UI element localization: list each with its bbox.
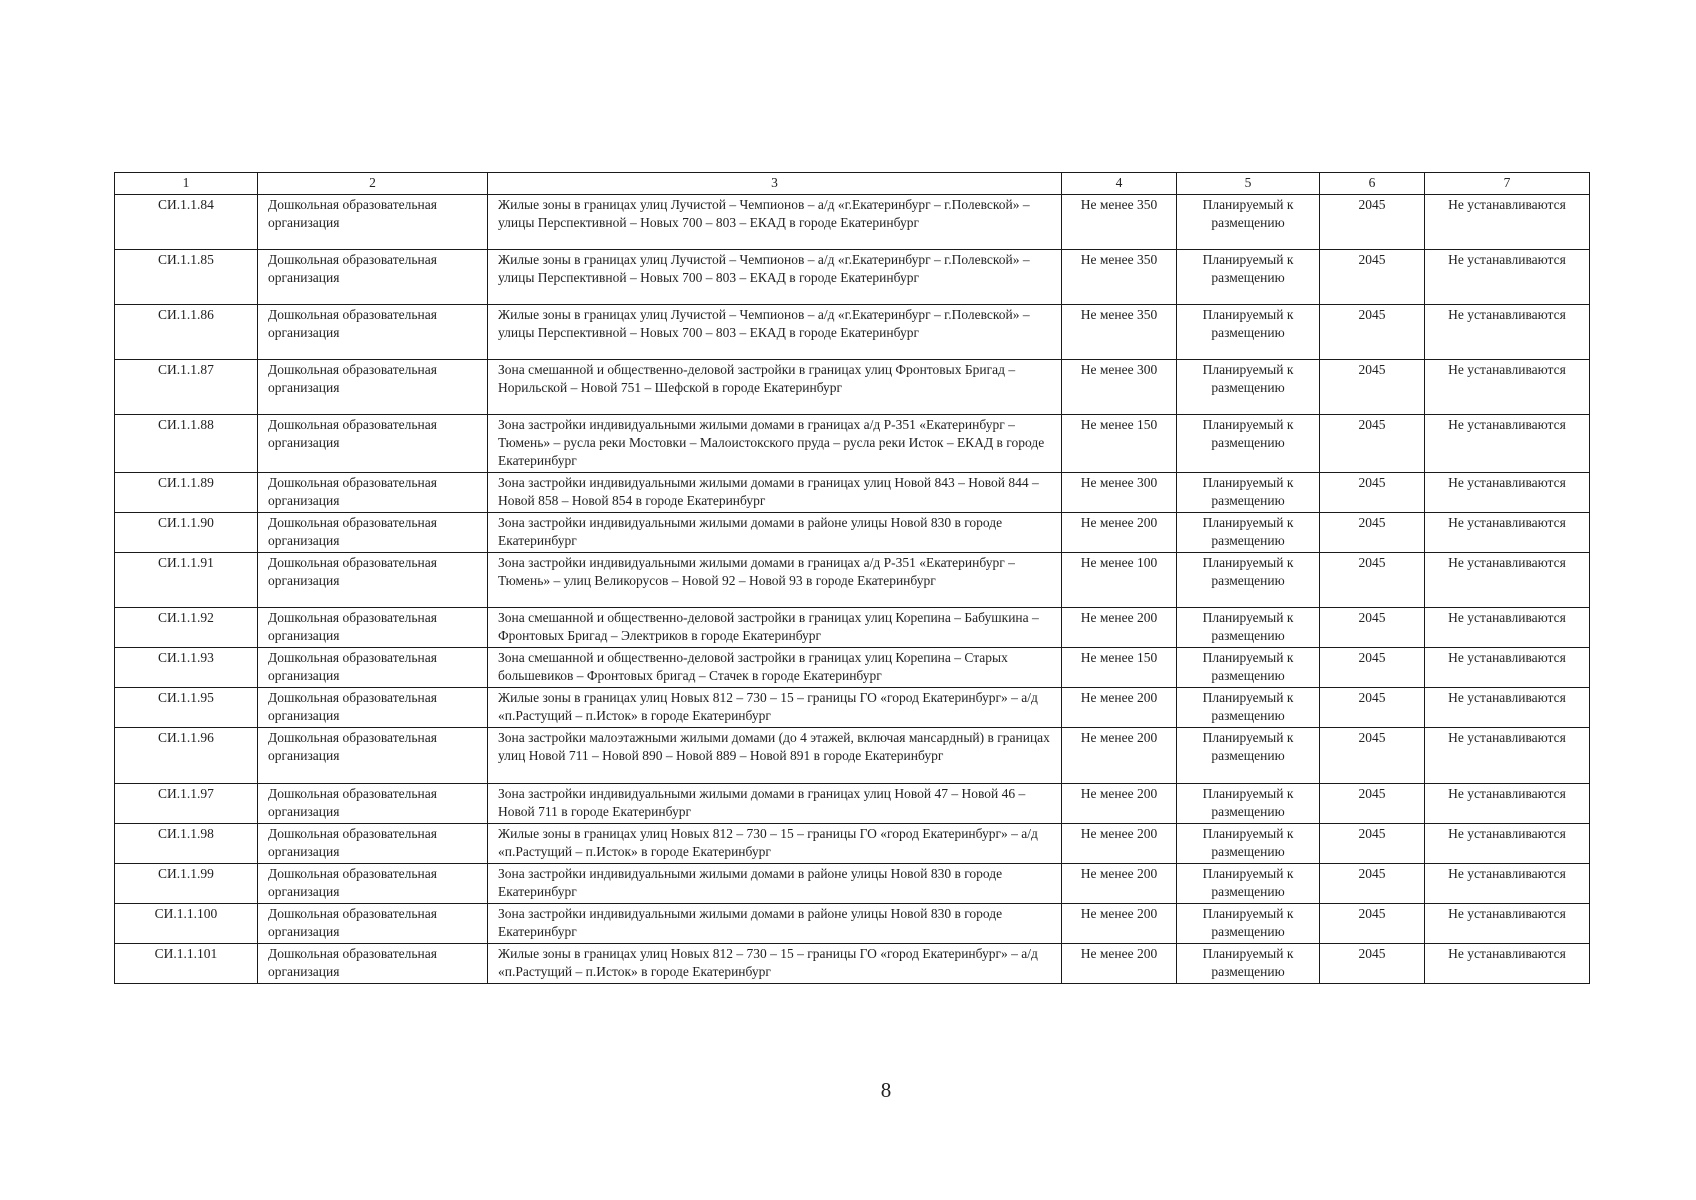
table-row (115, 648, 1590, 688)
object-code-cell: СИ.1.1.86 (115, 305, 258, 360)
zone-limits-cell: Не устанавливаются (1425, 688, 1590, 728)
object-code-cell: СИ.1.1.101 (115, 944, 258, 984)
zone-limits-cell: Не устанавливаются (1425, 864, 1590, 904)
object-type-cell: Дошкольная образовательная организация (258, 608, 488, 648)
table-row (115, 824, 1590, 864)
object-type-cell: Дошкольная образовательная организация (258, 784, 488, 824)
table-row (115, 250, 1590, 305)
column-header: 1 (115, 173, 258, 195)
location-cell: Жилые зоны в границах улиц Новых 812 – 730 – 15 – границы ГО «город Екатеринбург» – а/д «п.Растущий – п.Исток» в городе Екатеринбург (488, 824, 1062, 864)
table-row (115, 864, 1590, 904)
zone-limits-cell: Не устанавливаются (1425, 360, 1590, 415)
object-type-cell: Дошкольная образовательная организация (258, 728, 488, 784)
header-row (115, 173, 1590, 195)
object-type-cell: Дошкольная образовательная организация (258, 513, 488, 553)
capacity-cell: Не менее 350 (1062, 250, 1177, 305)
object-code-cell: СИ.1.1.97 (115, 784, 258, 824)
location-cell: Зона смешанной и общественно-деловой застройки в границах улиц Корепина – Бабушкина – Фронтовых Бригад – Электриков в городе Екатеринбург (488, 608, 1062, 648)
capacity-cell: Не менее 200 (1062, 728, 1177, 784)
year-cell: 2045 (1320, 944, 1425, 984)
zone-limits-cell: Не устанавливаются (1425, 728, 1590, 784)
year-cell: 2045 (1320, 415, 1425, 473)
zone-limits-cell: Не устанавливаются (1425, 305, 1590, 360)
object-code-cell: СИ.1.1.98 (115, 824, 258, 864)
location-cell: Зона застройки малоэтажными жилыми домами (до 4 этажей, включая мансардный) в границах улиц Новой 711 – Новой 890 – Новой 889 – Новой 891 в городе Екатеринбург (488, 728, 1062, 784)
year-cell: 2045 (1320, 648, 1425, 688)
table-row (115, 608, 1590, 648)
status-cell: Планируемый к размещению (1177, 824, 1320, 864)
location-cell: Зона застройки индивидуальными жилыми домами в границах а/д Р-351 «Екатеринбург – Тюмень» – улиц Великорусов – Новой 92 – Новой 93 в городе Екатеринбург (488, 553, 1062, 608)
zone-limits-cell: Не устанавливаются (1425, 784, 1590, 824)
object-code-cell: СИ.1.1.85 (115, 250, 258, 305)
object-type-cell: Дошкольная образовательная организация (258, 553, 488, 608)
zone-limits-cell: Не устанавливаются (1425, 648, 1590, 688)
object-code-cell: СИ.1.1.99 (115, 864, 258, 904)
zone-limits-cell: Не устанавливаются (1425, 415, 1590, 473)
year-cell: 2045 (1320, 728, 1425, 784)
location-cell: Жилые зоны в границах улиц Новых 812 – 730 – 15 – границы ГО «город Екатеринбург» – а/д «п.Растущий – п.Исток» в городе Екатеринбург (488, 688, 1062, 728)
year-cell: 2045 (1320, 305, 1425, 360)
capacity-cell: Не менее 100 (1062, 553, 1177, 608)
location-cell: Жилые зоны в границах улиц Лучистой – Чемпионов – а/д «г.Екатеринбург – г.Полевской» – улицы Перспективной – Новых 700 – 803 – ЕКАД в городе Екатеринбург (488, 195, 1062, 250)
location-cell: Зона застройки индивидуальными жилыми домами в районе улицы Новой 830 в городе Екатеринбург (488, 904, 1062, 944)
table-body (115, 195, 1590, 984)
capacity-cell: Не менее 350 (1062, 195, 1177, 250)
table-row (115, 553, 1590, 608)
zone-limits-cell: Не устанавливаются (1425, 904, 1590, 944)
column-header: 4 (1062, 173, 1177, 195)
location-cell: Зона застройки индивидуальными жилыми домами в границах улиц Новой 843 – Новой 844 – Новой 858 – Новой 854 в городе Екатеринбург (488, 473, 1062, 513)
object-code-cell: СИ.1.1.90 (115, 513, 258, 553)
object-type-cell: Дошкольная образовательная организация (258, 415, 488, 473)
location-cell: Жилые зоны в границах улиц Лучистой – Чемпионов – а/д «г.Екатеринбург – г.Полевской» – улицы Перспективной – Новых 700 – 803 – ЕКАД в городе Екатеринбург (488, 250, 1062, 305)
year-cell: 2045 (1320, 250, 1425, 305)
capacity-cell: Не менее 150 (1062, 648, 1177, 688)
capacity-cell: Не менее 200 (1062, 824, 1177, 864)
table-row (115, 728, 1590, 784)
zone-limits-cell: Не устанавливаются (1425, 513, 1590, 553)
status-cell: Планируемый к размещению (1177, 415, 1320, 473)
year-cell: 2045 (1320, 824, 1425, 864)
table-row (115, 513, 1590, 553)
table-row (115, 473, 1590, 513)
location-cell: Зона застройки индивидуальными жилыми домами в границах а/д Р-351 «Екатеринбург – Тюмень» – русла реки Мостовки – Малоистокского пруда – русла реки Исток – ЕКАД в городе Екатеринбург (488, 415, 1062, 473)
zone-limits-cell: Не устанавливаются (1425, 824, 1590, 864)
table-row (115, 415, 1590, 473)
table-row (115, 944, 1590, 984)
status-cell: Планируемый к размещению (1177, 608, 1320, 648)
status-cell: Планируемый к размещению (1177, 904, 1320, 944)
status-cell: Планируемый к размещению (1177, 648, 1320, 688)
table-row (115, 195, 1590, 250)
location-cell: Зона застройки индивидуальными жилыми домами в районе улицы Новой 830 в городе Екатеринбург (488, 864, 1062, 904)
location-cell: Зона застройки индивидуальными жилыми домами в границах улиц Новой 47 – Новой 46 – Новой 711 в городе Екатеринбург (488, 784, 1062, 824)
location-cell: Жилые зоны в границах улиц Новых 812 – 730 – 15 – границы ГО «город Екатеринбург» – а/д «п.Растущий – п.Исток» в городе Екатеринбург (488, 944, 1062, 984)
status-cell: Планируемый к размещению (1177, 728, 1320, 784)
year-cell: 2045 (1320, 784, 1425, 824)
location-cell: Зона смешанной и общественно-деловой застройки в границах улиц Фронтовых Бригад – Норильской – Новой 751 – Шефской в городе Екатеринбург (488, 360, 1062, 415)
page-number: 8 (880, 1078, 892, 1102)
zone-limits-cell: Не устанавливаются (1425, 944, 1590, 984)
object-type-cell: Дошкольная образовательная организация (258, 305, 488, 360)
object-code-cell: СИ.1.1.87 (115, 360, 258, 415)
status-cell: Планируемый к размещению (1177, 784, 1320, 824)
status-cell: Планируемый к размещению (1177, 513, 1320, 553)
zone-limits-cell: Не устанавливаются (1425, 250, 1590, 305)
location-cell: Жилые зоны в границах улиц Лучистой – Чемпионов – а/д «г.Екатеринбург – г.Полевской» – улицы Перспективной – Новых 700 – 803 – ЕКАД в городе Екатеринбург (488, 305, 1062, 360)
capacity-cell: Не менее 200 (1062, 784, 1177, 824)
object-type-cell: Дошкольная образовательная организация (258, 864, 488, 904)
status-cell: Планируемый к размещению (1177, 864, 1320, 904)
object-code-cell: СИ.1.1.100 (115, 904, 258, 944)
object-code-cell: СИ.1.1.88 (115, 415, 258, 473)
status-cell: Планируемый к размещению (1177, 360, 1320, 415)
column-header: 6 (1320, 173, 1425, 195)
object-code-cell: СИ.1.1.95 (115, 688, 258, 728)
year-cell: 2045 (1320, 688, 1425, 728)
object-code-cell: СИ.1.1.96 (115, 728, 258, 784)
object-code-cell: СИ.1.1.93 (115, 648, 258, 688)
column-header: 5 (1177, 173, 1320, 195)
status-cell: Планируемый к размещению (1177, 473, 1320, 513)
object-code-cell: СИ.1.1.91 (115, 553, 258, 608)
object-type-cell: Дошкольная образовательная организация (258, 904, 488, 944)
object-type-cell: Дошкольная образовательная организация (258, 250, 488, 305)
column-header: 3 (488, 173, 1062, 195)
status-cell: Планируемый к размещению (1177, 305, 1320, 360)
status-cell: Планируемый к размещению (1177, 944, 1320, 984)
zone-limits-cell: Не устанавливаются (1425, 473, 1590, 513)
object-type-cell: Дошкольная образовательная организация (258, 473, 488, 513)
object-code-cell: СИ.1.1.92 (115, 608, 258, 648)
column-header: 2 (258, 173, 488, 195)
year-cell: 2045 (1320, 864, 1425, 904)
object-type-cell: Дошкольная образовательная организация (258, 824, 488, 864)
object-code-cell: СИ.1.1.89 (115, 473, 258, 513)
table-row (115, 688, 1590, 728)
status-cell: Планируемый к размещению (1177, 688, 1320, 728)
object-type-cell: Дошкольная образовательная организация (258, 648, 488, 688)
year-cell: 2045 (1320, 904, 1425, 944)
table-row (115, 305, 1590, 360)
object-type-cell: Дошкольная образовательная организация (258, 944, 488, 984)
capacity-cell: Не менее 200 (1062, 513, 1177, 553)
status-cell: Планируемый к размещению (1177, 553, 1320, 608)
object-code-cell: СИ.1.1.84 (115, 195, 258, 250)
object-type-cell: Дошкольная образовательная организация (258, 360, 488, 415)
column-header: 7 (1425, 173, 1590, 195)
year-cell: 2045 (1320, 608, 1425, 648)
capacity-cell: Не менее 300 (1062, 473, 1177, 513)
capacity-cell: Не менее 150 (1062, 415, 1177, 473)
capacity-cell: Не менее 200 (1062, 688, 1177, 728)
zone-limits-cell: Не устанавливаются (1425, 608, 1590, 648)
table-row (115, 904, 1590, 944)
capacity-cell: Не менее 200 (1062, 944, 1177, 984)
year-cell: 2045 (1320, 513, 1425, 553)
location-cell: Зона застройки индивидуальными жилыми домами в районе улицы Новой 830 в городе Екатеринбург (488, 513, 1062, 553)
capacity-cell: Не менее 200 (1062, 904, 1177, 944)
capacity-cell: Не менее 200 (1062, 864, 1177, 904)
data-table (114, 172, 1590, 984)
status-cell: Планируемый к размещению (1177, 250, 1320, 305)
table-row (115, 360, 1590, 415)
year-cell: 2045 (1320, 360, 1425, 415)
table-row (115, 784, 1590, 824)
capacity-cell: Не менее 350 (1062, 305, 1177, 360)
zone-limits-cell: Не устанавливаются (1425, 195, 1590, 250)
status-cell: Планируемый к размещению (1177, 195, 1320, 250)
location-cell: Зона смешанной и общественно-деловой застройки в границах улиц Корепина – Старых большевиков – Фронтовых бригад – Стачек в городе Екатеринбург (488, 648, 1062, 688)
object-type-cell: Дошкольная образовательная организация (258, 195, 488, 250)
year-cell: 2045 (1320, 553, 1425, 608)
capacity-cell: Не менее 300 (1062, 360, 1177, 415)
year-cell: 2045 (1320, 195, 1425, 250)
year-cell: 2045 (1320, 473, 1425, 513)
zone-limits-cell: Не устанавливаются (1425, 553, 1590, 608)
object-type-cell: Дошкольная образовательная организация (258, 688, 488, 728)
capacity-cell: Не менее 200 (1062, 608, 1177, 648)
